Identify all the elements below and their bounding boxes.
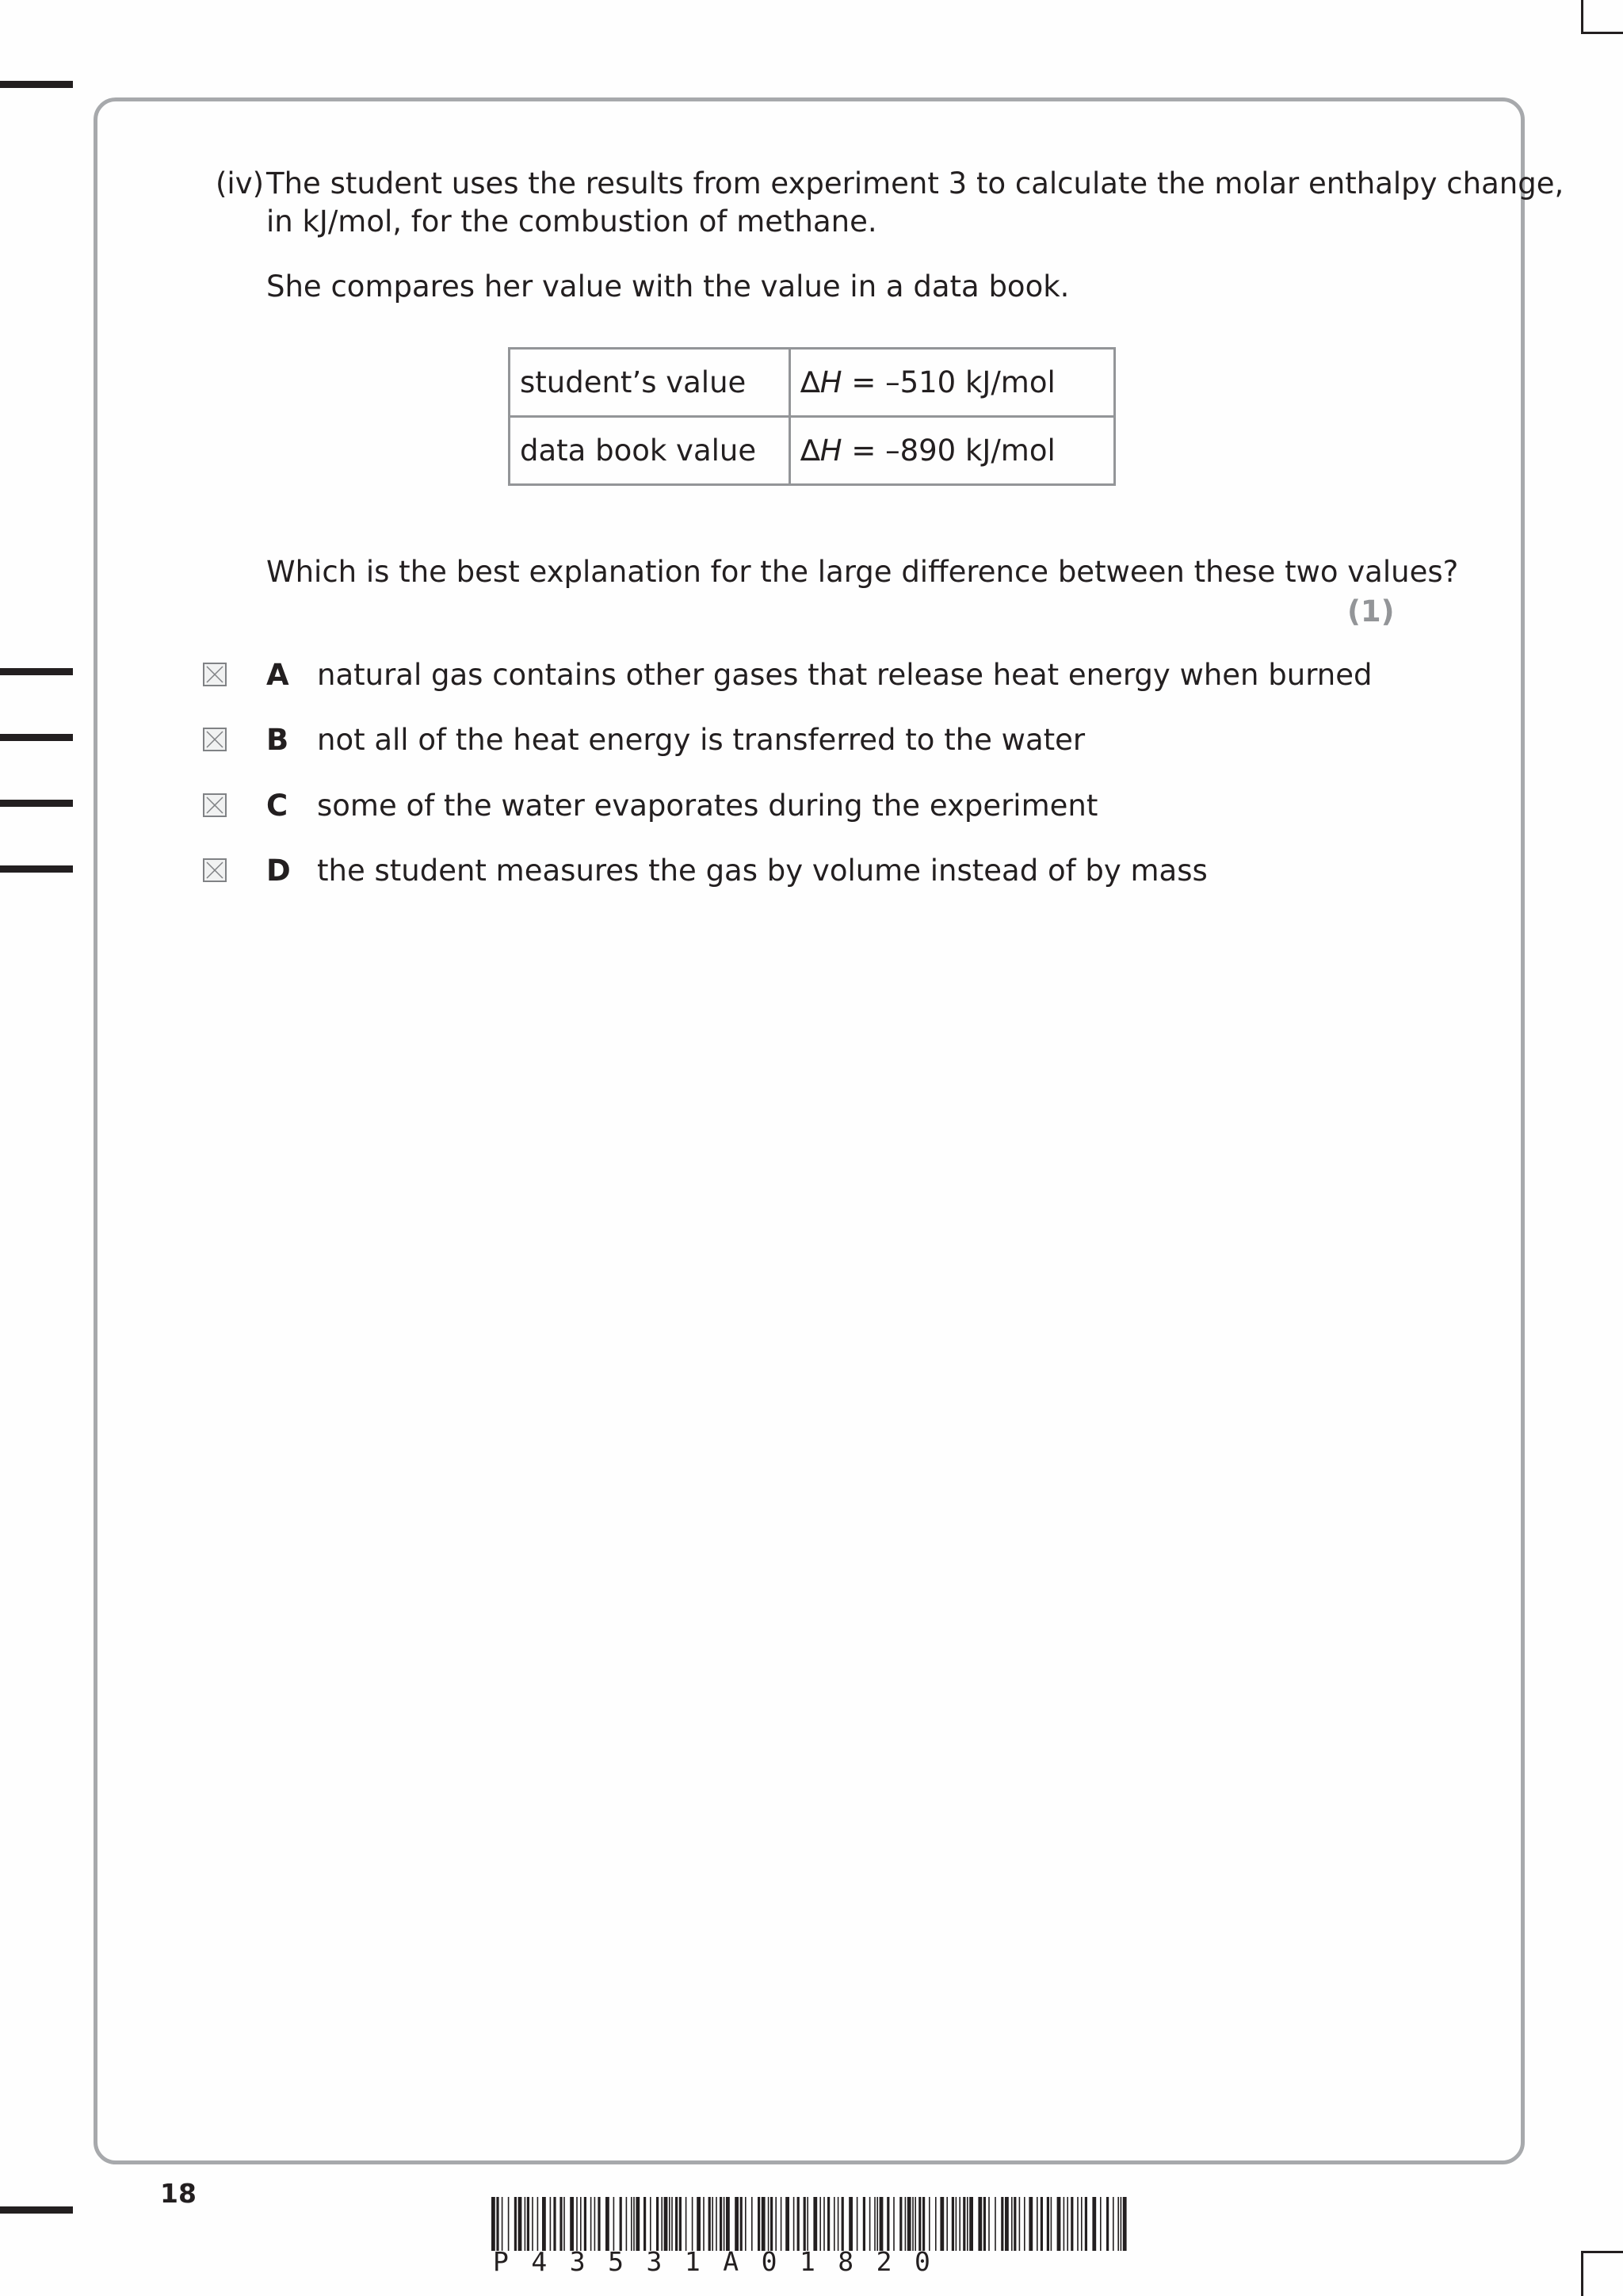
barcode-bar	[969, 2197, 973, 2251]
barcode-bar	[922, 2197, 925, 2251]
barcode-bar	[692, 2197, 693, 2251]
answer-checkbox-icon[interactable]	[203, 663, 227, 686]
barcode-bar	[827, 2197, 830, 2251]
barcode-bar	[874, 2197, 876, 2251]
barcode-bar	[819, 2197, 821, 2251]
barcode-bar	[697, 2197, 701, 2251]
barcode-bar	[781, 2197, 782, 2251]
margin-tick	[0, 865, 73, 873]
barcode-bar	[502, 2197, 503, 2251]
table-row	[510, 417, 1115, 485]
option-letter: B	[266, 723, 289, 757]
option-letter: A	[266, 658, 289, 692]
barcode-bar	[838, 2197, 839, 2251]
barcode-bar	[929, 2197, 930, 2251]
barcode-bar	[661, 2197, 663, 2251]
answer-checkbox-icon[interactable]	[203, 858, 227, 882]
barcode-bar	[703, 2197, 705, 2251]
barcode-bar	[918, 2197, 921, 2251]
barcode-bar	[1005, 2197, 1009, 2251]
barcode-bar	[1123, 2197, 1127, 2251]
barcode-bar	[542, 2197, 546, 2251]
barcode-bar	[594, 2197, 596, 2251]
barcode-bar	[915, 2197, 916, 2251]
row-label: data book value	[510, 417, 790, 485]
barcode-bar	[679, 2197, 682, 2251]
row-value	[790, 349, 1115, 417]
barcode-bar	[751, 2197, 753, 2251]
option-text: some of the water evaporates during the experiment	[317, 789, 1098, 823]
barcode-bar	[1113, 2197, 1114, 2251]
barcode-bar	[1037, 2197, 1038, 2251]
barcode-bar	[735, 2197, 739, 2251]
barcode-bar	[876, 2197, 878, 2251]
barcode-bar	[669, 2197, 670, 2251]
barcode-bar	[1077, 2197, 1079, 2251]
barcode-bar	[708, 2197, 711, 2251]
barcode-bar	[905, 2197, 907, 2251]
crop-mark	[1581, 32, 1623, 34]
barcode-bar	[650, 2197, 651, 2251]
barcode-bar	[804, 2197, 806, 2251]
option-letter: D	[266, 854, 291, 888]
barcode-bar	[758, 2197, 760, 2251]
barcode-bar	[626, 2197, 628, 2251]
barcode-bar	[842, 2197, 844, 2251]
row-value	[790, 417, 1115, 485]
enthalpy-value: = –510 kJ/mol	[842, 365, 1056, 399]
barcode-bar	[823, 2197, 825, 2251]
barcode-bar	[636, 2197, 640, 2251]
row-label: student’s value	[510, 349, 790, 417]
barcode-bar	[797, 2197, 800, 2251]
margin-tick	[0, 81, 73, 88]
barcode-bar	[671, 2197, 673, 2251]
barcode-bar	[940, 2197, 944, 2251]
barcode-bar	[525, 2197, 526, 2251]
barcode-bar	[1014, 2197, 1016, 2251]
barcode-bar	[643, 2197, 646, 2251]
barcode-bar	[1081, 2197, 1083, 2251]
question-text-line1: The student uses the results from experiment 3 to calculate the molar enthalpy change,	[266, 166, 1564, 201]
barcode-bar	[1100, 2197, 1102, 2251]
barcode-bar	[880, 2197, 884, 2251]
barcode-bar	[726, 2197, 730, 2251]
barcode-bar	[675, 2197, 678, 2251]
margin-tick	[0, 668, 73, 675]
crop-mark	[1581, 2251, 1623, 2253]
barcode-bar	[1067, 2197, 1068, 2251]
barcode-bar	[532, 2197, 533, 2251]
barcode-bar	[1019, 2197, 1021, 2251]
barcode-bar	[1001, 2197, 1003, 2251]
barcode-bar	[978, 2197, 982, 2251]
barcode-bar	[1071, 2197, 1073, 2251]
barcode-bar	[988, 2197, 990, 2251]
enthalpy-table	[508, 347, 1116, 486]
barcode-bar	[685, 2197, 687, 2251]
barcode-bar	[1011, 2197, 1013, 2251]
barcode-bar	[1121, 2197, 1122, 2251]
barcode-bar	[869, 2197, 871, 2251]
barcode-bar	[857, 2197, 858, 2251]
barcode-bar	[563, 2197, 565, 2251]
barcode-bar	[720, 2197, 722, 2251]
barcode-bar	[724, 2197, 725, 2251]
barcode-bar	[570, 2197, 574, 2251]
barcode-bar	[1029, 2197, 1033, 2251]
barcode-bar	[656, 2197, 659, 2251]
barcode-bar	[745, 2197, 747, 2251]
barcode-bar	[537, 2197, 539, 2251]
barcode-bar	[559, 2197, 562, 2251]
barcode-bar	[496, 2197, 498, 2251]
option-letter: C	[266, 789, 288, 823]
barcode-bar	[959, 2197, 960, 2251]
barcode-bar	[946, 2197, 948, 2251]
barcode-bar	[514, 2197, 517, 2251]
barcode-bar	[631, 2197, 632, 2251]
enthalpy-symbol: ∆H	[800, 365, 842, 399]
barcode-bar	[995, 2197, 996, 2251]
barcode-bar	[1106, 2197, 1109, 2251]
barcode-bar	[584, 2197, 586, 2251]
barcode-bar	[893, 2197, 895, 2251]
answer-checkbox-icon[interactable]	[203, 793, 227, 817]
barcode-bar	[1085, 2197, 1087, 2251]
barcode-bar	[1092, 2197, 1096, 2251]
barcode-bar	[1024, 2197, 1025, 2251]
barcode-bar	[863, 2197, 865, 2251]
option-text: not all of the heat energy is transferred to the water	[317, 723, 1086, 757]
marks-indicator: (1)	[1347, 594, 1395, 628]
barcode-bar	[967, 2197, 968, 2251]
barcode-bar	[849, 2197, 853, 2251]
barcode-bar	[527, 2197, 529, 2251]
barcode-bar	[807, 2197, 808, 2251]
barcode-bar	[613, 2197, 615, 2251]
barcode-bar	[1041, 2197, 1043, 2251]
barcode-bar	[590, 2197, 592, 2251]
comparison-text: She compares her value with the value in a data book.	[266, 269, 1070, 304]
margin-tick	[0, 2206, 73, 2214]
barcode-bar	[518, 2197, 522, 2251]
barcode-bar	[907, 2197, 911, 2251]
barcode-bar	[770, 2197, 773, 2251]
table-row	[510, 349, 1115, 417]
answer-checkbox-icon[interactable]	[203, 728, 227, 751]
barcode-bar	[899, 2197, 902, 2251]
page-number: 18	[160, 2178, 197, 2209]
question-prompt: Which is the best explanation for the large difference between these two values?	[266, 555, 1459, 589]
barcode-bar	[620, 2197, 622, 2251]
barcode-bar	[1047, 2197, 1049, 2251]
margin-tick	[0, 734, 73, 741]
barcode-bar	[580, 2197, 582, 2251]
barcode-bar	[952, 2197, 954, 2251]
question-text-line2: in kJ/mol, for the combustion of methane.	[266, 204, 877, 239]
barcode-bar	[1057, 2197, 1061, 2251]
barcode-bar	[963, 2197, 965, 2251]
barcode-bar	[491, 2197, 495, 2251]
barcode-bar	[834, 2197, 835, 2251]
barcode-text: P43531A01820	[493, 2246, 953, 2277]
enthalpy-symbol: ∆H	[800, 434, 842, 468]
barcode-bar	[598, 2197, 600, 2251]
barcode-bar	[785, 2197, 789, 2251]
barcode-bar	[1051, 2197, 1052, 2251]
barcode-bar	[553, 2197, 556, 2251]
barcode-bar	[576, 2197, 578, 2251]
barcode-bar	[1064, 2197, 1065, 2251]
option-text: the student measures the gas by volume instead of by mass	[317, 854, 1208, 888]
barcode-bar	[740, 2197, 743, 2251]
barcode-bar	[956, 2197, 957, 2251]
barcode-bar	[983, 2197, 986, 2251]
barcode-bar	[716, 2197, 717, 2251]
barcode-bar	[762, 2197, 766, 2251]
option-text: natural gas contains other gases that release heat energy when burned	[317, 658, 1373, 692]
barcode-bar	[912, 2197, 914, 2251]
barcode	[491, 2197, 1130, 2251]
barcode-bar	[605, 2197, 609, 2251]
crop-mark	[1581, 2251, 1583, 2296]
barcode-bar	[550, 2197, 552, 2251]
barcode-bar	[793, 2197, 795, 2251]
barcode-bar	[664, 2197, 668, 2251]
crop-mark	[1581, 0, 1583, 33]
enthalpy-value: = –890 kJ/mol	[842, 434, 1056, 468]
question-label: (iv)	[216, 166, 265, 201]
barcode-bar	[633, 2197, 635, 2251]
barcode-bar	[935, 2197, 937, 2251]
margin-tick	[0, 800, 73, 807]
barcode-bar	[508, 2197, 510, 2251]
barcode-bar	[887, 2197, 889, 2251]
barcode-bar	[775, 2197, 777, 2251]
barcode-bar	[712, 2197, 713, 2251]
barcode-bar	[1117, 2197, 1119, 2251]
barcode-bar	[813, 2197, 817, 2251]
barcode-bar	[768, 2197, 769, 2251]
